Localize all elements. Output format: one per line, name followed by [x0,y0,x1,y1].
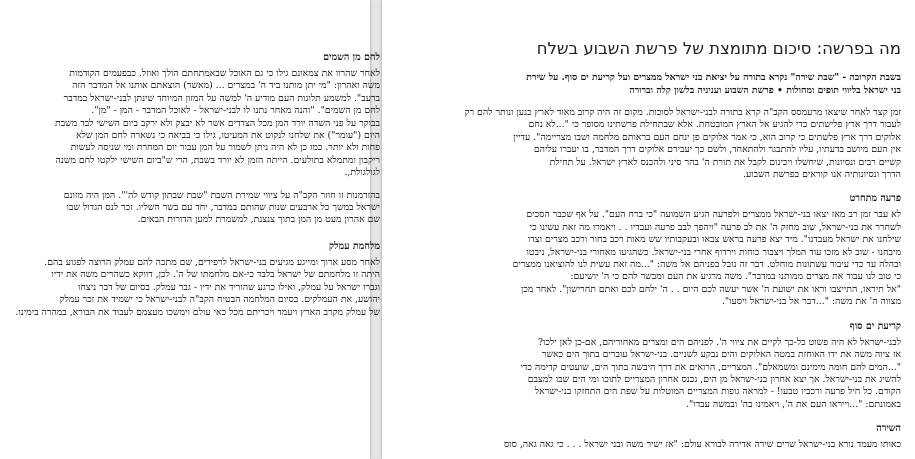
section-paragraph-song [391,439,901,451]
text-line: מיבחנו - שוב לא מזכו עוד המלך ויצבור כוחות וירדוף אחרי בני-ישראל. כשהגיעו מאחורי בני-ישראל, ניבטו [526,246,901,258]
section-heading-amalek: מלחמת עמלק [329,240,380,252]
subtitle-line: בשבת הקרובה - "שבת שירה" נקרא בתורה על יציאת בני ישראל ממצרים ועל קריעת ים סוף. על שירת [526,72,901,83]
text-line: יהושע, את העמלקים. בסיום המלחמה הבטיח הקב"ה לבני-ישראל כי ישמיד את זכר עמלק [59,294,380,306]
text-line: לאחר שהרוו את צמאונם גילו כי גם האוכל שבאמתחתם הולך ואוזל. כבפעמים הקודמות [69,68,380,79]
text-line: פחות ולא יותר. כמו כן לא היה ניתן לשמור על המן עבור יום המחרת ומי שניסה לעשות [70,142,380,154]
text-line: של עמלק מקרב הארץ ויעמד ויכריתם מכל כאי עולם וימשכו מעצמם לעבוד את הבורא, במהרה בימינו. [15,306,380,318]
text-line: ובהלה עד כדי עיבוד עשתונות מוחלט. דבר זה נובל בפניהם אל משה: "...מה זאת עשית לנו להוציאנו ממצרים [512,259,901,271]
text-line: באמונתם: "...וייראו העם את ה', ויאמינו בה' ובמשה עבדו". [686,398,901,410]
text-line: אז ציוה משה את ידו האוחזת במטה האלוקים והים נבקע לשניים. בני-ישראל עוברים בתוך הים כאשר [541,349,901,361]
text-line: לא עבר זמן רב מאז יצאו בני-ישראל ממצרים ולפרעה הגיע השמועה "כי ברח העם". על אף שכבר הסכים [526,209,901,221]
text-line: "אל תיראו, התייצבו וראו את ישועת ה' אשר יעשה לכם היום . . ה' ילחם לכם ואתם תחרישון". לאחר מכן [520,283,901,295]
text-line: שילחנו את ישראל מעבדנו". מיד יצא פרעה בראש צבאו ובעקבותיו שש מאות רכב בחור ורכב מצרים וצדו [527,234,901,246]
text-line: בבוקר על פני השדה יורד המן מכל הצדדים אשר לא יבצק ולא ירקב ביום השישי לבד משבת [55,117,380,129]
text-line: קשיים רבים ונסיונות, שיחשלו ויכינום לקבל את תורת ה' בהר סיני ולהכנס לארץ ישראל. על תחילת [549,156,901,168]
section-heading-red-sea: קריעת ים סוף [849,320,901,332]
document-page-right [382,0,915,459]
section-heading-manna: לחם מן השמים [323,52,380,63]
text-line: לעבור דרך ארץ פלישתים כדי להגיע אל הארץ המובטחת. אלא שבתחילת פרשתינו מסופר כי "...לא נחם [528,119,901,131]
section-paragraph-shabbat [0,190,380,227]
document-subtitle [391,72,901,97]
section-paragraph-manna [0,68,380,180]
text-line: הקודם. כל חיל פרעה ורכביו טבעו! - למראה גופות המצריים המוטלות על שפת הים התחזקו בני-ישראל [534,386,901,398]
text-line: משה ואהרון: "מי יתן מותנו ביד ה' במצרים ... (מאשר) הוצאתם אותנו אל המדבר הזה [72,80,380,92]
subtitle-line: בני ישראל בליווי תופים ומחולות • פרשת השבוע ועניניה בלשון קלה וברורה [629,84,901,96]
text-line: וגברו ישראל על עמלק, ואילו כרגע שהוריד את ידיו - גבר עמלק. בסיום של דבר ניצחו [77,281,380,293]
text-line: לגולגולת,. [344,167,380,179]
text-line: כי טוב לנו עבוד את מצרים ממותנו במדבר". משה מרגיע את העם ומבשר להם כי ה' יושיעם: [570,271,901,283]
text-line: הדרך ונסיונותיה אנו קוראים בפרשת השבוע. [743,169,901,181]
text-line: אין העם מיושב בדעתיו, עליו להתבגר ולהתאחד, ולשם כך יעבירם אלוקים דרך המדבר, בו יעברו עליהם [533,144,901,156]
section-heading-song: השירה [876,423,901,435]
text-line: לאחר מסע ארוך ומייגע מגיעים בני-ישראל לרפידים, שם מתכה להם עמלק הרוצה לפגוע בהם. [44,256,380,268]
text-line: לחם מן השמים". "והנה מאחר נתנו לו לבני-ישראל - לאוכל המדבר - המן - "מן". [91,105,380,117]
document-title: מה בפרשה: סיכום מתומצת של פרשת השבוע בשלח [536,39,901,58]
text-line: ישראל במשך כל ארבעים שנות שהותם במדבר, יחד עם בשר השליו. זכר לנס הגדול שבו [66,202,380,214]
text-line: שם אהרון מעט מן המן בתוך צנצנת, למשמרת למען הדורות הבאים. [137,214,380,226]
section-paragraph-amalek [0,257,380,319]
text-line: זמן קצר לאחר שיצאו מרעמסס הקב"ה קרא בתורה לבני-ישראל לסוכות. מקום זה היה קרוב מאוד לארץ כנען ונותר להם רק [464,107,901,118]
section-paragraph-red-sea [391,337,901,411]
text-line: ריקבון ומתמלא בתולעים. הייתה הזמן לא יורד בשבת, הרי ש"ביום השישי ילקטו לחם משנה [55,154,380,166]
intro-paragraph [391,107,901,181]
text-line: ברעב". למשמע תלונות העם מודיע ה' למשה על המזון המיוחד שינתן לבני-ישראל במדבר [63,92,380,104]
section-paragraph-pharaoh [391,209,901,308]
document-page-left [0,0,380,459]
section-heading-pharaoh: פרעה מתחרט [849,193,901,205]
text-line: להשיג את בני-ישראל. אך יצא אחרון בני-ישראל מן הים, נכנס אחרון המצריים לתוכו ומי הים שבו למצבם [527,373,901,385]
text-line: כאותו מעמד נורא בני-ישראל שרים שירה אדירה לבורא עולם: "אז ישיר משה ובני ישראל . . . כי גאה גאה, סוס [503,439,901,451]
text-line: אלוקים דרך ארץ פלשתים כי קרוב הוא, כי אמר אלוקים פן ינחם העם בראותם מלחמה ושבו מצריימה". עדיין [513,131,901,143]
text-line: "...המים להם חומה מימינם ומשמאלם". המצריים, הרואים את דרך היבשה בתוך הים, שועטים קדימה כדי [520,361,901,373]
text-line: בהזדמנות זו חוזר הקב"ה על ציווי שמירת השבת "שבת שבתון קודש לה'". המן היה מזונם [63,189,380,201]
text-line: לשחרר את בני-ישראל, שוב מחזק ה' את לב פרעה "ויהפך לבב פרעה ועבדיו . . ויאמרו מה זאת עשינו כי [529,221,901,233]
text-line: היתה זו מלחמתם של ישראל בלבד כי-אם מלחמתו של ה'. לכן, דווקא כשהרים משה את ידיו [51,269,380,281]
text-line: מצווה ה' את משה: "...דבר אל בני-ישראל ויסעו". [721,296,901,308]
text-line: היום ("עומר") את שלחנו לנקוט את המעיטו, גילו כי בביאה כי נשארה לחם המן שלא [75,130,380,142]
text-line: לבני-ישראל לא היה פשוט כל-כך לקיים את ציווי ה'. לפניהם הים ומצרים מאחוריהם, אם-כן לאן ילכו? [537,336,901,348]
page-left-text-column [0,38,380,319]
page-right-text-column [391,38,901,452]
